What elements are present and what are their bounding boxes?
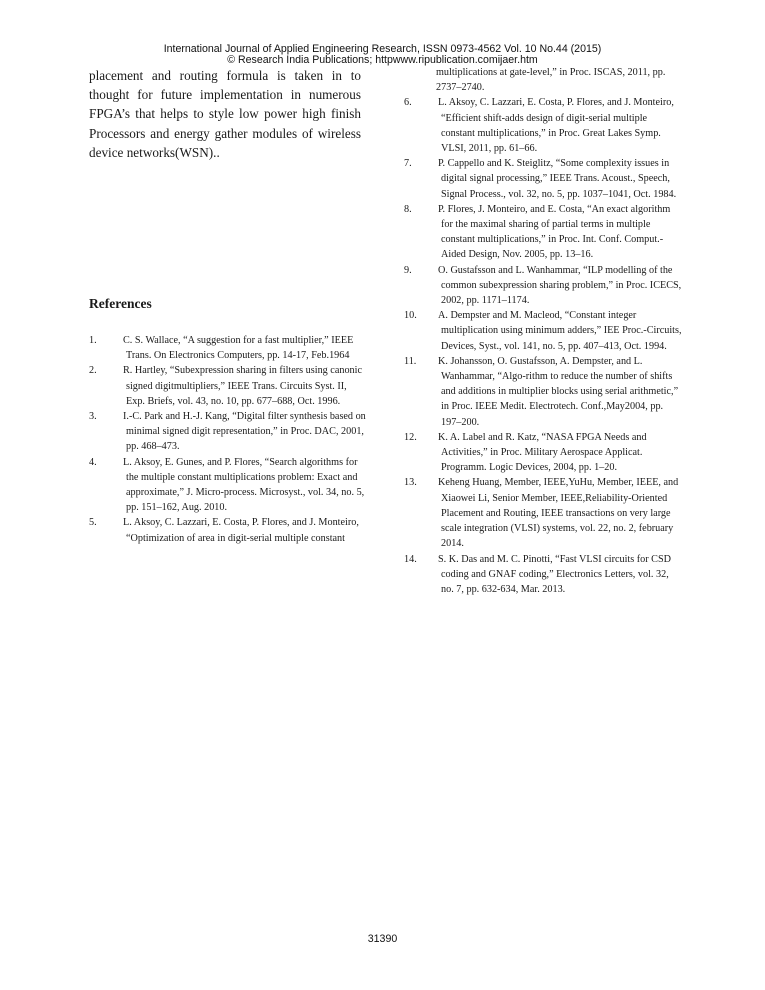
- reference-number: 3.: [89, 411, 97, 423]
- reference-item: [89, 515, 369, 545]
- reference-line: K. A. Label and R. Katz, “NASA FPGA Needs and: [438, 431, 647, 443]
- reference-line: and additions in multiplier blocks using serial arithmetic,”: [441, 386, 679, 398]
- reference-line: L. Aksoy, C. Lazzari, E. Costa, P. Flores, and J. Monteiro,: [438, 97, 674, 109]
- reference-line: multiplication using minimum adders,” IEE Proc.-Circuits,: [441, 325, 682, 337]
- body-paragraph: placement and routing formula is taken in to thought for future implementation in numerous FPGA’s that helps to style low power high finish Processors and energy gather modules of wireless device networks(WSN)..: [89, 68, 361, 160]
- reference-line: common subexpression sharing problem,” in Proc. ICECS,: [441, 279, 682, 291]
- reference-number: 8.: [404, 203, 412, 215]
- reference-line: A. Dempster and M. Macleod, “Constant integer: [438, 310, 637, 322]
- reference-line: in Proc. IEEE Medit. Electrotech. Conf.,May2004, pp.: [441, 401, 664, 413]
- page-number: 31390: [367, 933, 398, 945]
- reference-number: 14.: [404, 553, 417, 565]
- journal-header: [0, 44, 765, 66]
- reference-number: 10.: [404, 310, 417, 322]
- reference-line: constant multiplications,” in Proc. Great Lakes Symp.: [441, 127, 661, 139]
- reference-item: [404, 95, 684, 156]
- reference-line: Placement and Routing, IEEE transactions on very large: [441, 507, 671, 519]
- reference-number: 1.: [89, 335, 97, 346]
- reference-line: Aided Design, Nov. 2005, pp. 13–16.: [441, 249, 594, 261]
- reference-item: [404, 263, 684, 309]
- reference-line: Devices, Syst., vol. 141, no. 5, pp. 407–413, Oct. 1994.: [441, 340, 667, 352]
- reference-line: minimal signed digit representation,” in Proc. DAC, 2001,: [126, 426, 364, 438]
- reference-line: “Efficient shift-adds design of digit-serial multiple: [441, 112, 648, 124]
- reference-item: [89, 333, 369, 363]
- reference-line: VLSI, 2011, pp. 61–66.: [441, 143, 538, 155]
- reference-line: O. Gustafsson and L. Wanhammar, “ILP modelling of the: [438, 264, 673, 276]
- reference-item: [404, 156, 684, 202]
- reference-line: Wanhammar, “Algo-rithm to reduce the number of shifts: [441, 371, 673, 383]
- reference-number: 6.: [404, 97, 412, 109]
- reference-item: [404, 430, 684, 476]
- reference-line: pp. 468–473.: [126, 441, 180, 453]
- journal-header-line1: International Journal of Applied Engineering Research, ISSN 0973-4562 Vol. 10 No.44 (2015): [163, 43, 602, 55]
- reference-5-continued: [436, 65, 684, 95]
- reference-line: Trans. On Electronics Computers, pp. 14-17, Feb.1964: [126, 350, 350, 362]
- reference-line: constant multiplications,” in Proc. Int. Conf. Comput.-: [441, 234, 664, 246]
- reference-line: coding and GNAF coding,” Electronics Letters, vol. 32,: [441, 568, 669, 580]
- reference-line: for the maximal sharing of partial terms in multiple: [441, 219, 651, 231]
- left-column-body: [89, 66, 361, 162]
- references-heading: References: [89, 296, 152, 311]
- reference-line: K. Johansson, O. Gustafsson, A. Dempster, and L.: [438, 355, 643, 367]
- reference-line: P. Flores, J. Monteiro, and E. Costa, “An exact algorithm: [438, 203, 671, 215]
- reference-line: Programm. Logic Devices, 2004, pp. 1–20.: [441, 462, 617, 474]
- reference-number: 2.: [89, 365, 97, 377]
- reference-line: L. Aksoy, C. Lazzari, E. Costa, P. Flores, and J. Monteiro,: [123, 517, 359, 529]
- reference-item: [89, 455, 369, 516]
- reference-item: [89, 363, 369, 409]
- reference-line: R. Hartley, “Subexpression sharing in filters using canonic: [123, 365, 362, 377]
- reference-line: P. Cappello and K. Steiglitz, “Some complexity issues in: [438, 158, 670, 170]
- journal-header-line2: © Research India Publications; httpwww.ripublication.comijaer.htm: [227, 54, 538, 66]
- reference-item: [404, 552, 684, 598]
- reference-line: S. K. Das and M. C. Pinotti, “Fast VLSI circuits for CSD: [438, 553, 671, 565]
- reference-number: 5.: [89, 517, 97, 529]
- reference-line: multiplications at gate-level,” in Proc. ISCAS, 2011, pp.: [436, 67, 666, 78]
- reference-line: signed digitmultipliers,” IEEE Trans. Circuits Syst. II,: [126, 380, 347, 392]
- reference-number: 9.: [404, 264, 412, 276]
- reference-item: [404, 354, 684, 430]
- reference-item: [404, 202, 684, 263]
- reference-line: no. 7, pp. 632-634, Mar. 2013.: [441, 583, 566, 595]
- references-right-column: [404, 65, 684, 597]
- reference-line: digital signal processing,” IEEE Trans. Acoust., Speech,: [441, 173, 670, 185]
- reference-line: Signal Process., vol. 32, no. 5, pp. 1037–1041, Oct. 1984.: [441, 188, 677, 200]
- reference-item: [404, 475, 684, 551]
- reference-line: I.-C. Park and H.-J. Kang, “Digital filter synthesis based on: [123, 411, 366, 423]
- reference-line: 2737–2740.: [436, 82, 485, 94]
- reference-line: Activities,” in Proc. Military Aerospace Applicat.: [441, 447, 643, 459]
- reference-item: [89, 409, 369, 455]
- reference-line: scale integration (VLSI) systems, vol. 22, no. 2, february: [441, 523, 674, 535]
- reference-line: C. S. Wallace, “A suggestion for a fast multiplier,” IEEE: [123, 335, 354, 346]
- reference-line: approximate,” J. Micro-process. Microsyst., vol. 34, no. 5,: [126, 487, 365, 499]
- reference-line: Exp. Briefs, vol. 43, no. 10, pp. 677–688, Oct. 1996.: [126, 395, 341, 407]
- reference-line: 2014.: [441, 538, 464, 550]
- reference-number: 7.: [404, 158, 412, 170]
- reference-line: 2002, pp. 1171–1174.: [441, 295, 530, 307]
- reference-line: 197–200.: [441, 416, 480, 428]
- reference-number: 12.: [404, 431, 417, 443]
- reference-line: Xiaowei Li, Senior Member, IEEE,Reliability-Oriented: [441, 492, 668, 504]
- reference-number: 4.: [89, 456, 97, 468]
- reference-number: 13.: [404, 477, 417, 489]
- reference-line: Keheng Huang, Member, IEEE,YuHu, Member, IEEE, and: [438, 477, 679, 489]
- references-left-column: [89, 333, 369, 546]
- reference-line: pp. 151–162, Aug. 2010.: [126, 502, 228, 514]
- reference-line: “Optimization of area in digit-serial multiple constant: [126, 532, 345, 544]
- reference-line: L. Aksoy, E. Gunes, and P. Flores, “Search algorithms for: [123, 456, 358, 468]
- reference-number: 11.: [404, 355, 417, 367]
- reference-item: [404, 308, 684, 354]
- reference-line: the multiple constant multiplications problem: Exact and: [126, 471, 358, 483]
